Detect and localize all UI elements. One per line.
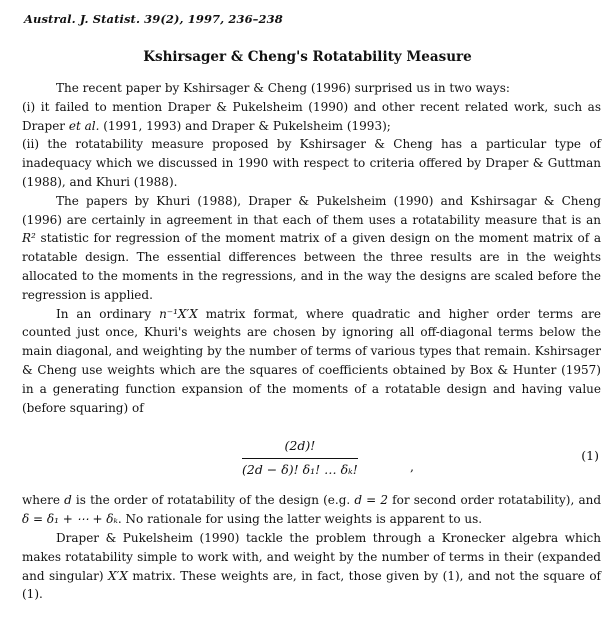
paragraph-weights-end: matrix format, where quadratic and higher order terms are counted just once, Khuri's weights are chosen by ignoring all off-diagonal terms below the main diagonal, and weighting by the number of terms of various types that remain. Kshirsager & Cheng use weights which are the squares of coefficients obtained by Box & Hunter (1957) in a generating function expansion of the moments of a rotatable design and having value (before squaring) of — [22, 306, 601, 415]
equation-denominator: (2d − δ)! δ₁! … δₖ! — [242, 462, 358, 478]
paragraph-comparison-start: The papers by Khuri (1988), Draper & Pukelsheim (1990) and Kshirsagar & Cheng (1996) are certainly in agreement in that each of them uses a rotatability measure that is an — [22, 193, 601, 227]
equation-fraction — [242, 437, 358, 480]
symbol-d-equals-2: d = 2 — [354, 493, 389, 508]
definition-text-3: for second order rotatability), and — [388, 493, 602, 508]
paragraph-weights-start: In an ordinary — [56, 306, 160, 321]
paragraph-comparison-end: statistic for regression of the moment matrix of a given design on the moment matrix of a rotatable design. The essential differences between the three results are in the weights allocated to the moments in the regressions, and in the way the designs are scaled before the regression is applied. — [22, 231, 601, 302]
paragraph-intro: The recent paper by Kshirsager & Cheng (1996) surprised us in two ways: — [56, 81, 510, 95]
symbol-d: d — [64, 493, 72, 508]
matrix-format-symbol: n⁻¹X′X — [159, 306, 198, 321]
article-title: Kshirsager & Cheng's Rotatability Measure — [143, 49, 472, 65]
r-squared-symbol: R² — [22, 231, 36, 246]
equation-numerator: (2d)! — [242, 437, 358, 459]
kronecker-text-end: matrix. These weights are, in fact, those given by (1), and not the square of (1). — [22, 568, 601, 602]
paragraph-kronecker — [22, 529, 601, 604]
equation-comma: , — [410, 459, 414, 475]
kronecker-text-start: Draper & Pukelsheim (1990) tackle the problem through a Kronecker algebra which makes rotatability simple to work with, and weight by the number of terms in their (expanded and singular) — [22, 530, 601, 583]
list-item-ii: (ii) the rotatability measure proposed by Kshirsager & Cheng has a particular type of inadequacy which we discussed in 1990 with respect to criteria offered by Draper & Guttman (1988), and Khuri (1988). — [22, 137, 601, 189]
definition-text-4: . No rationale for using the latter weights is apparent to us. — [117, 512, 483, 527]
et-al: et al. — [68, 118, 100, 133]
list-item-i-text-end: (1991, 1993) and Draper & Pukelsheim (1993); — [99, 118, 391, 133]
paragraph-definition — [22, 491, 601, 529]
definition-text-2: is the order of rotatability of the design (e.g. — [71, 493, 355, 508]
list-item-i — [22, 98, 601, 136]
article-body — [22, 79, 601, 604]
xx-matrix-symbol: X′X — [108, 568, 128, 583]
display-equation — [22, 435, 601, 489]
list-item-i-text: (i) it failed to mention Draper & Pukelsheim (1990) and other recent related work, such as Draper — [22, 99, 601, 133]
running-head: Austral. J. Statist. 39(2), 1997, 236–238 — [24, 12, 283, 26]
definition-text-1: where — [22, 493, 65, 508]
symbol-delta-sum: δ = δ₁ + ⋯ + δₖ — [22, 512, 118, 527]
paragraph-weights — [22, 305, 601, 418]
paragraph-comparison — [22, 192, 601, 305]
equation-number: (1) — [581, 448, 599, 464]
